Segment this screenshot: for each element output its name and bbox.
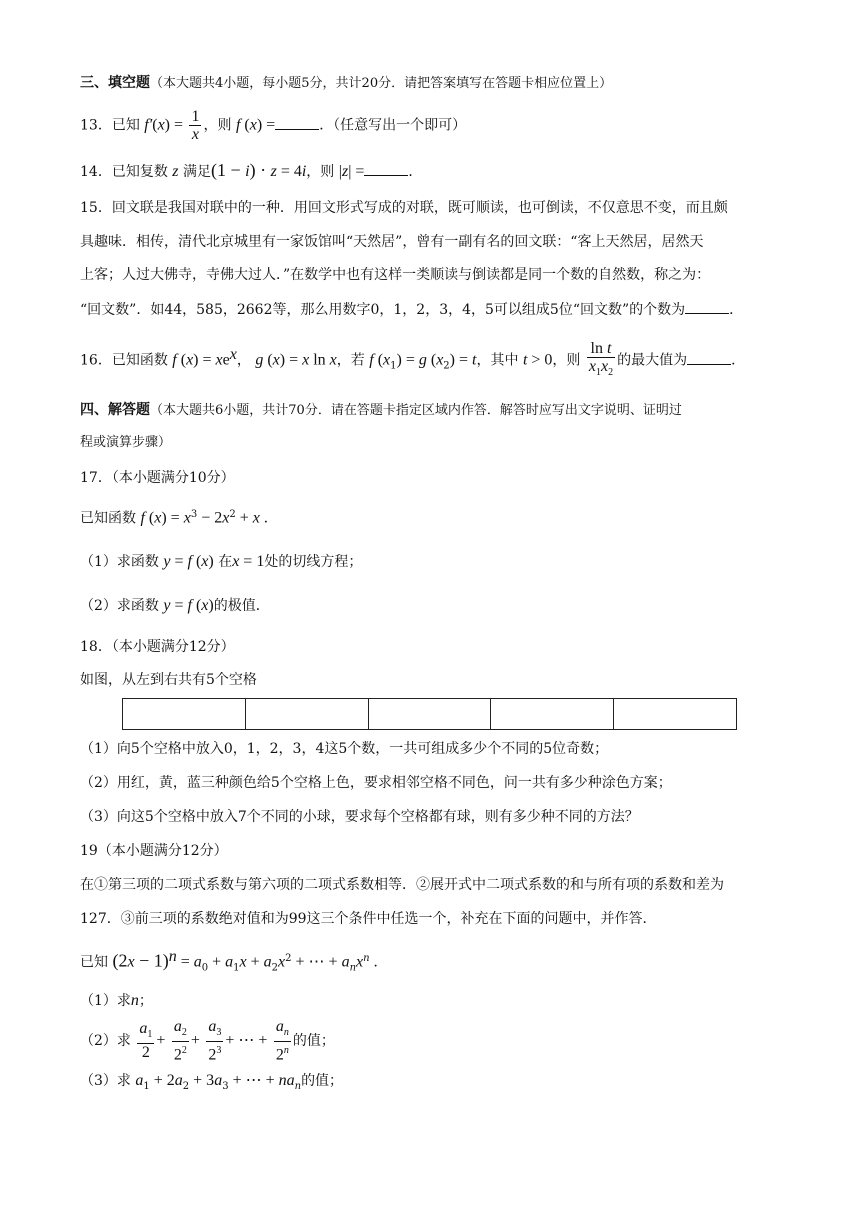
section-title: 四、解答题 bbox=[80, 402, 150, 418]
grid-cell bbox=[614, 699, 736, 729]
question-19-part-1: （1）求n； bbox=[80, 992, 153, 1009]
question-15-line-2: 具趣味．相传，清代北京城里有一家饭馆叫“天然居”，曾有一副有名的回文联：“客上天然居，居然天 bbox=[80, 234, 704, 250]
grid-cell bbox=[246, 699, 369, 729]
section-note: （本大题共6小题，共计70分．请在答题卡指定区域内作答．解答时应写出文字说明、证明过 bbox=[150, 403, 682, 418]
question-19-part-3: （3）求 $a_1 + 2a_2 + 3a_3$ + ⋯ + $na_n$的值； bbox=[80, 1072, 344, 1092]
text: （1）求函数 bbox=[80, 554, 159, 570]
section-note: （本大题共4小题，每小题5分，共计20分．请把答案填写在答题卡相应位置上） bbox=[150, 76, 613, 91]
answer-blank bbox=[275, 115, 319, 130]
text: ，则 bbox=[306, 164, 335, 180]
text: 已知 bbox=[111, 117, 140, 134]
section-3-heading bbox=[80, 73, 790, 94]
question-15-line-4 bbox=[80, 299, 790, 320]
question-19-part-2: （2）求 $\frac{a_1}{2}$ + $\frac{a_2}{2^2}$ + $\frac{a_3}{2^3}$ + ⋯ + $\frac{a_n}{2^n}$ 的值； bbox=[80, 1018, 335, 1064]
question-14: 14．已知复数 z 满足(1 − i) · z = 4i，则 |z| = ． bbox=[80, 160, 423, 180]
text: ． bbox=[731, 352, 746, 369]
question-17-part-1: （1）求函数 y = f (x) 在x = 1处的切线方程； bbox=[80, 553, 363, 570]
answer-blank bbox=[687, 350, 731, 365]
question-17-intro: 已知函数 f $(x) = x^3 - 2x^2 + x$ . bbox=[80, 509, 268, 527]
text: 的值； bbox=[292, 1032, 335, 1049]
question-number: 14． bbox=[80, 164, 112, 180]
grid-cell bbox=[369, 699, 492, 729]
text: ．（任意写出一个即可） bbox=[319, 117, 467, 134]
question-15-line-1: 15．回文联是我国对联中的一种．用回文形式写成的对联，既可顺读，也可倒读，不仅意思不变，而且颇 bbox=[80, 200, 728, 216]
text: ， bbox=[236, 352, 251, 369]
question-13: 13．已知 f′(x) = $\frac{1}{x}$ ，则 f (x) = ．（任意写出一个即可） bbox=[80, 108, 467, 143]
question-18-part-2: （2）用红，黄，蓝三种颜色给5个空格上色，要求相邻空格不同色，问一共有多少种涂色方案； bbox=[80, 775, 672, 791]
question-19-conditions-1: 在①第三项的二项式系数与第六项的二项式系数相等．②展开式中二项式系数的和与所有项的系数和差为 bbox=[80, 877, 724, 893]
grid-cell bbox=[491, 699, 614, 729]
question-18-title: 18．（本小题满分12分） bbox=[80, 639, 235, 655]
text: 处的切线方程； bbox=[264, 554, 363, 570]
section-4-heading bbox=[80, 400, 790, 421]
text: ． bbox=[408, 164, 423, 180]
fraction: $\frac{a_n}{2^n}$ bbox=[275, 1018, 289, 1064]
text: “回文数”．如44，585，2662等，那么用数字0，1，2，3，4，5可以组成5位“回文数”的个数为 bbox=[80, 302, 686, 318]
text: 在 bbox=[218, 554, 233, 570]
text: （1）求 bbox=[80, 993, 131, 1009]
text: ，其中 bbox=[476, 352, 519, 369]
fraction: $\frac{a_3}{2^3}$ bbox=[208, 1018, 222, 1064]
question-number: 13． bbox=[80, 117, 112, 134]
fraction: $\frac{a_2}{2^2}$ bbox=[173, 1018, 187, 1064]
five-cell-grid bbox=[122, 698, 737, 730]
question-16: 16．已知函数 f $(x) = xe^x$， g (x) = x ln x，若 f $(x_1) = g$ $(x_2) = t$，其中 t > 0，则 $\frac{\text{ln t}}{x_1x_2}$ 的最大值为 ． bbox=[80, 334, 790, 376]
question-15-line-3: 上客；人过大佛寺，寺佛大过人．”在数学中也有这样一类顺读与倒读都是同一个数的自然数，称之为： bbox=[80, 267, 711, 283]
question-17-part-2: （2）求函数 y = f (x)的极值． bbox=[80, 597, 270, 614]
question-18-part-1: （1）向5个空格中放入0，1，2，3，4这5个数，一共可组成多少个不同的5位奇数； bbox=[80, 741, 609, 757]
text: 的最大值为 bbox=[617, 352, 688, 369]
grid-cell bbox=[123, 699, 246, 729]
text: 的值； bbox=[301, 1073, 344, 1089]
text: 满足 bbox=[182, 164, 211, 180]
text: ； bbox=[138, 993, 153, 1009]
text: ． bbox=[729, 302, 744, 318]
question-18-part-3: （3）向这5个空格中放入7个不同的小球，要求每个空格都有球，则有多少种不同的方法？ bbox=[80, 809, 639, 825]
text: 的极值． bbox=[213, 598, 270, 614]
text: ，若 bbox=[336, 352, 365, 369]
fraction: $\frac{1}{x}$ bbox=[191, 108, 200, 143]
question-19-intro: 已知 $(2x - 1)^n = a_0 + a_1x + a_2x^2$ + ⋯ + $a_nx^n$ . bbox=[80, 948, 378, 974]
text: （2）求 bbox=[80, 1032, 131, 1049]
text: （3）求 bbox=[80, 1073, 131, 1089]
text: （2）求函数 bbox=[80, 598, 159, 614]
fraction: $\frac{a_1}{2}$ bbox=[139, 1020, 153, 1062]
text: ，则 bbox=[203, 117, 232, 134]
text: 已知 bbox=[80, 954, 108, 971]
text: 已知复数 bbox=[111, 164, 168, 180]
section-4-note-cont: 程或演算步骤） bbox=[80, 435, 172, 450]
fraction: $\frac{\text{ln t}}{x_1x_2}$ bbox=[588, 340, 614, 379]
answer-blank bbox=[685, 299, 729, 314]
formula: f′ bbox=[144, 116, 153, 134]
question-18-intro: 如图，从左到右共有5个空格 bbox=[80, 672, 257, 688]
text: 已知函数 bbox=[111, 352, 168, 369]
question-17-title: 17．（本小题满分10分） bbox=[80, 470, 235, 486]
question-number: 16． bbox=[80, 352, 112, 369]
section-title: 三、填空题 bbox=[80, 75, 150, 91]
text: 已知函数 bbox=[80, 510, 136, 527]
text: ，则 bbox=[552, 352, 581, 369]
question-19-conditions-2: 127．③前三项的系数绝对值和为99这三个条件中任选一个，补充在下面的问题中，并作答． bbox=[80, 911, 657, 927]
question-19-title: 19（本小题满分12分） bbox=[80, 843, 228, 859]
answer-blank bbox=[364, 161, 408, 176]
